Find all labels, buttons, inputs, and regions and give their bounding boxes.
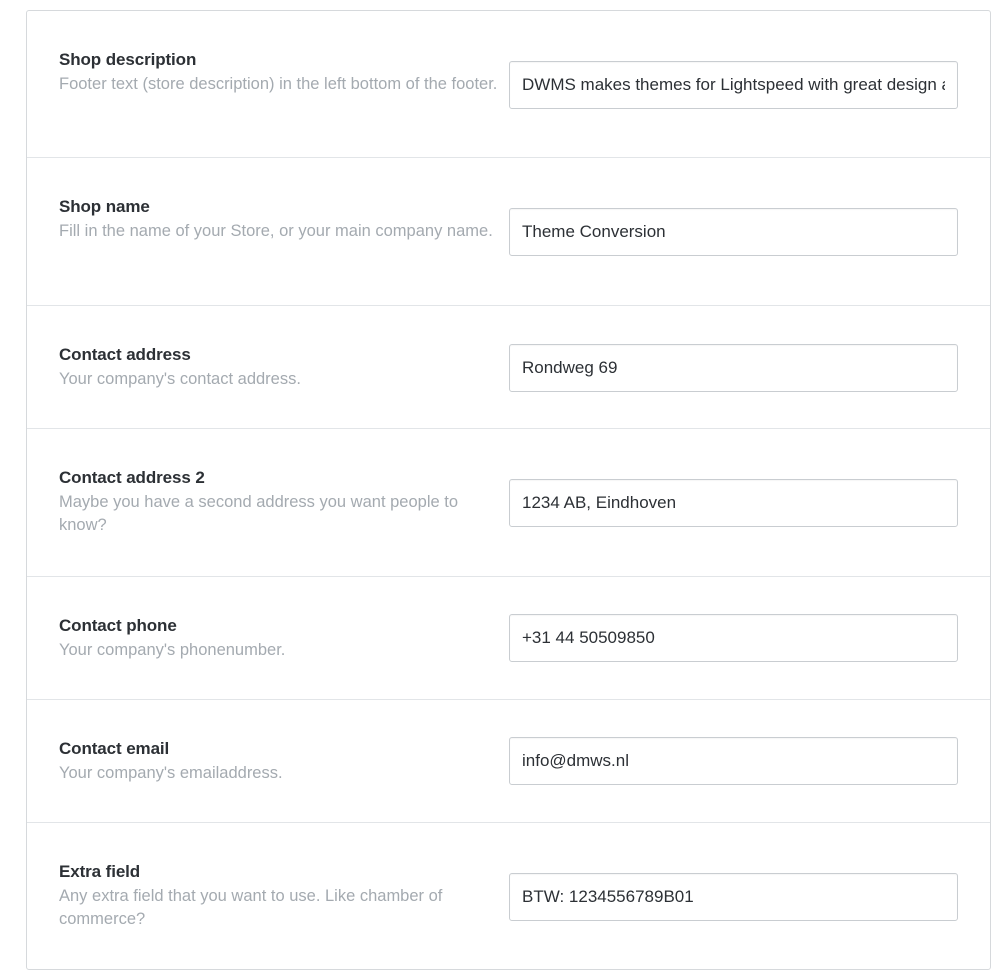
setting-title: Contact email: [59, 739, 170, 758]
contact-address-2-input[interactable]: [509, 479, 958, 527]
setting-description: Footer text (store description) in the left bottom of the footer.: [59, 75, 498, 93]
setting-label-block: [59, 49, 504, 96]
contact-phone-input[interactable]: [509, 614, 958, 662]
setting-title: Extra field: [59, 862, 141, 881]
setting-description: Your company's contact address.: [59, 370, 301, 388]
contact-address-input[interactable]: [509, 344, 958, 392]
setting-row-extra-field: [27, 823, 990, 971]
setting-title: Contact phone: [59, 616, 177, 635]
setting-label-block: [59, 196, 504, 243]
setting-row-contact-phone: [27, 577, 990, 700]
setting-row-contact-address: [27, 306, 990, 429]
setting-description: Fill in the name of your Store, or your main company name.: [59, 222, 493, 240]
setting-row-shop-description: [27, 11, 990, 158]
setting-label-block: [59, 344, 504, 391]
settings-panel: [26, 10, 991, 970]
setting-row-contact-email: [27, 700, 990, 823]
setting-row-contact-address-2: [27, 429, 990, 577]
setting-title: Shop name: [59, 197, 150, 216]
setting-label-block: [59, 467, 504, 537]
setting-title: Contact address 2: [59, 468, 205, 487]
setting-label-block: [59, 615, 504, 662]
setting-title: Shop description: [59, 50, 197, 69]
setting-label-block: [59, 861, 504, 931]
setting-title: Contact address: [59, 345, 191, 364]
shop-name-input[interactable]: [509, 208, 958, 256]
setting-description: Your company's emailaddress.: [59, 764, 283, 782]
setting-description: Maybe you have a second address you want people to know?: [59, 493, 459, 534]
setting-description: Your company's phonenumber.: [59, 641, 286, 659]
setting-description: Any extra field that you want to use. Like chamber of commerce?: [59, 887, 443, 928]
setting-label-block: [59, 738, 504, 785]
extra-field-input[interactable]: [509, 873, 958, 921]
shop-description-input[interactable]: [509, 61, 958, 109]
contact-email-input[interactable]: [509, 737, 958, 785]
setting-row-shop-name: [27, 158, 990, 306]
